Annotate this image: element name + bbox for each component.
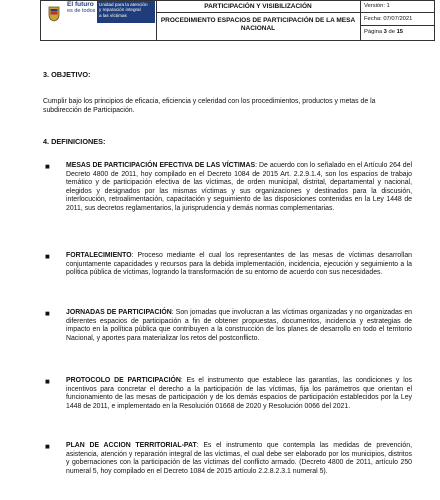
- org-line-1: Unidad para la atención: [99, 2, 148, 7]
- objective-heading: 3. OBJETIVO:: [43, 70, 91, 79]
- logo-cell: [41, 1, 157, 40]
- definition-item: [66, 252, 412, 278]
- bullet-icon: ■: [45, 442, 50, 451]
- bullet-icon: ■: [45, 162, 50, 171]
- page-of: de: [386, 29, 397, 35]
- procedure-title: PROCEDIMIENTO ESPACIOS DE PARTICIPACIÓN DE LA MESA NACIONAL: [156, 13, 361, 40]
- bullet-icon: ■: [45, 252, 50, 261]
- page-number: [361, 26, 434, 40]
- definition-text: : Es el instrumento que contempla las medidas de prevención, asistencia, atención y reparación integral de las víctimas, el cual debe ser elaborado por los municipios, distritos y gobernaciones con la participación de las víctimas del conflicto armado. (Decreto 4800 de 2011, artículo 250 numeral 5, hoy compilado en el Decreto 1084 de 2015 artículo 2.2.8.2.3.1 numeral 5).: [66, 442, 412, 475]
- definition-item: [66, 162, 412, 214]
- definition-text: : Es el instrumento que establece las garantías, las condiciones y los incentivos para concretar el derecho a la participación de las víctimas, fija los parámetros que orientan el funcionamiento de las mesas de participación y de los demás espacios de participación establecidos por la Ley 1448 de 2011, e implementado en la Resolución 01668 de 2020 y Resolución 0066 del 2021.: [66, 377, 412, 410]
- definition-term: MESAS DE PARTICIPACIÓN EFECTIVA DE LAS VÍCTIMAS: [66, 162, 256, 169]
- bullet-icon: ■: [45, 309, 50, 318]
- coat-of-arms-icon: [47, 5, 61, 22]
- definition-text: : Son jornadas que involucran a las víctimas organizadas y no organizadas en diferentes espacios de participación a fin de obtener propuestas, documentos, incidencia y estrategias de impacto en la política pública que contribuyen a la construcción de los planes de desarrollo en todo el territorio Nacional, y aportes para materializar los retos del postconflicto.: [66, 309, 412, 342]
- document-header: [40, 0, 435, 41]
- definition-term: PROTOCOLO DE PARTICIPACIÓN: [66, 377, 181, 384]
- definition-item: [66, 442, 412, 476]
- process-title: PARTICIPACIÓN Y VISIBILIZACIÓN: [156, 1, 361, 13]
- definition-item: [66, 309, 412, 343]
- org-line-2: y reparación integral: [99, 7, 141, 13]
- definition-text: : Proceso mediante el cual los representantes de las mesas de víctimas desarrollan conjuntamente capacidades y recursos para la debida implementación, incidencia, ejecución y seguimiento a la política pública de víctimas, logrando la transformación de su entorno de acuerdo con sus necesidades.: [66, 252, 412, 277]
- bullet-icon: ■: [45, 377, 50, 386]
- victims-unit-logo: [97, 1, 155, 23]
- logo-line-1: El futuro: [67, 1, 94, 8]
- definition-text: : De acuerdo con lo señalado en el Artículo 264 del Decreto 4800 de 2011, hoy compilado en el Decreto 1084 de 2015 Art. 2.2.9.1.4, son los espacios de trabajo temático y de participación efectiva de las víctimas, de orden municipal, distrital, departamental y nacional, elegidos y designados por las mismas víctimas y sus organizaciones y destinados para la discusión, interlocución, retroalimentación, capacitación y seguimiento de las disposiciones contenidas en la Ley 1448 de 2011, sus decretos reglamentarios, la jurisprudencia y demás normas complementarias.: [66, 162, 413, 212]
- government-logo-text: [67, 2, 95, 14]
- date-label: Fecha: 07/07/2021: [361, 13, 434, 26]
- page-current: 3: [383, 29, 387, 35]
- version-label: Versión: 1: [361, 1, 434, 13]
- page-label: Página: [364, 29, 384, 35]
- definition-item: [66, 377, 412, 411]
- definition-term: FORTALECIMIENTO: [66, 252, 132, 259]
- logo-line-2: es de todos: [67, 8, 96, 14]
- org-line-3: a las víctimas: [99, 12, 127, 18]
- definition-term: PLAN DE ACCION TERRITORIAL-PAT: [66, 442, 197, 449]
- definition-term: JORNADAS DE PARTICIPACIÓN: [66, 309, 172, 316]
- objective-text: Cumplir bajo los principios de eficacia, eficiencia y celeridad con los procedimientos, productos y metas de la subdirección de Participación.: [43, 98, 376, 114]
- page-total: 15: [396, 29, 404, 35]
- definitions-heading: 4. DEFINICIONES:: [43, 137, 106, 146]
